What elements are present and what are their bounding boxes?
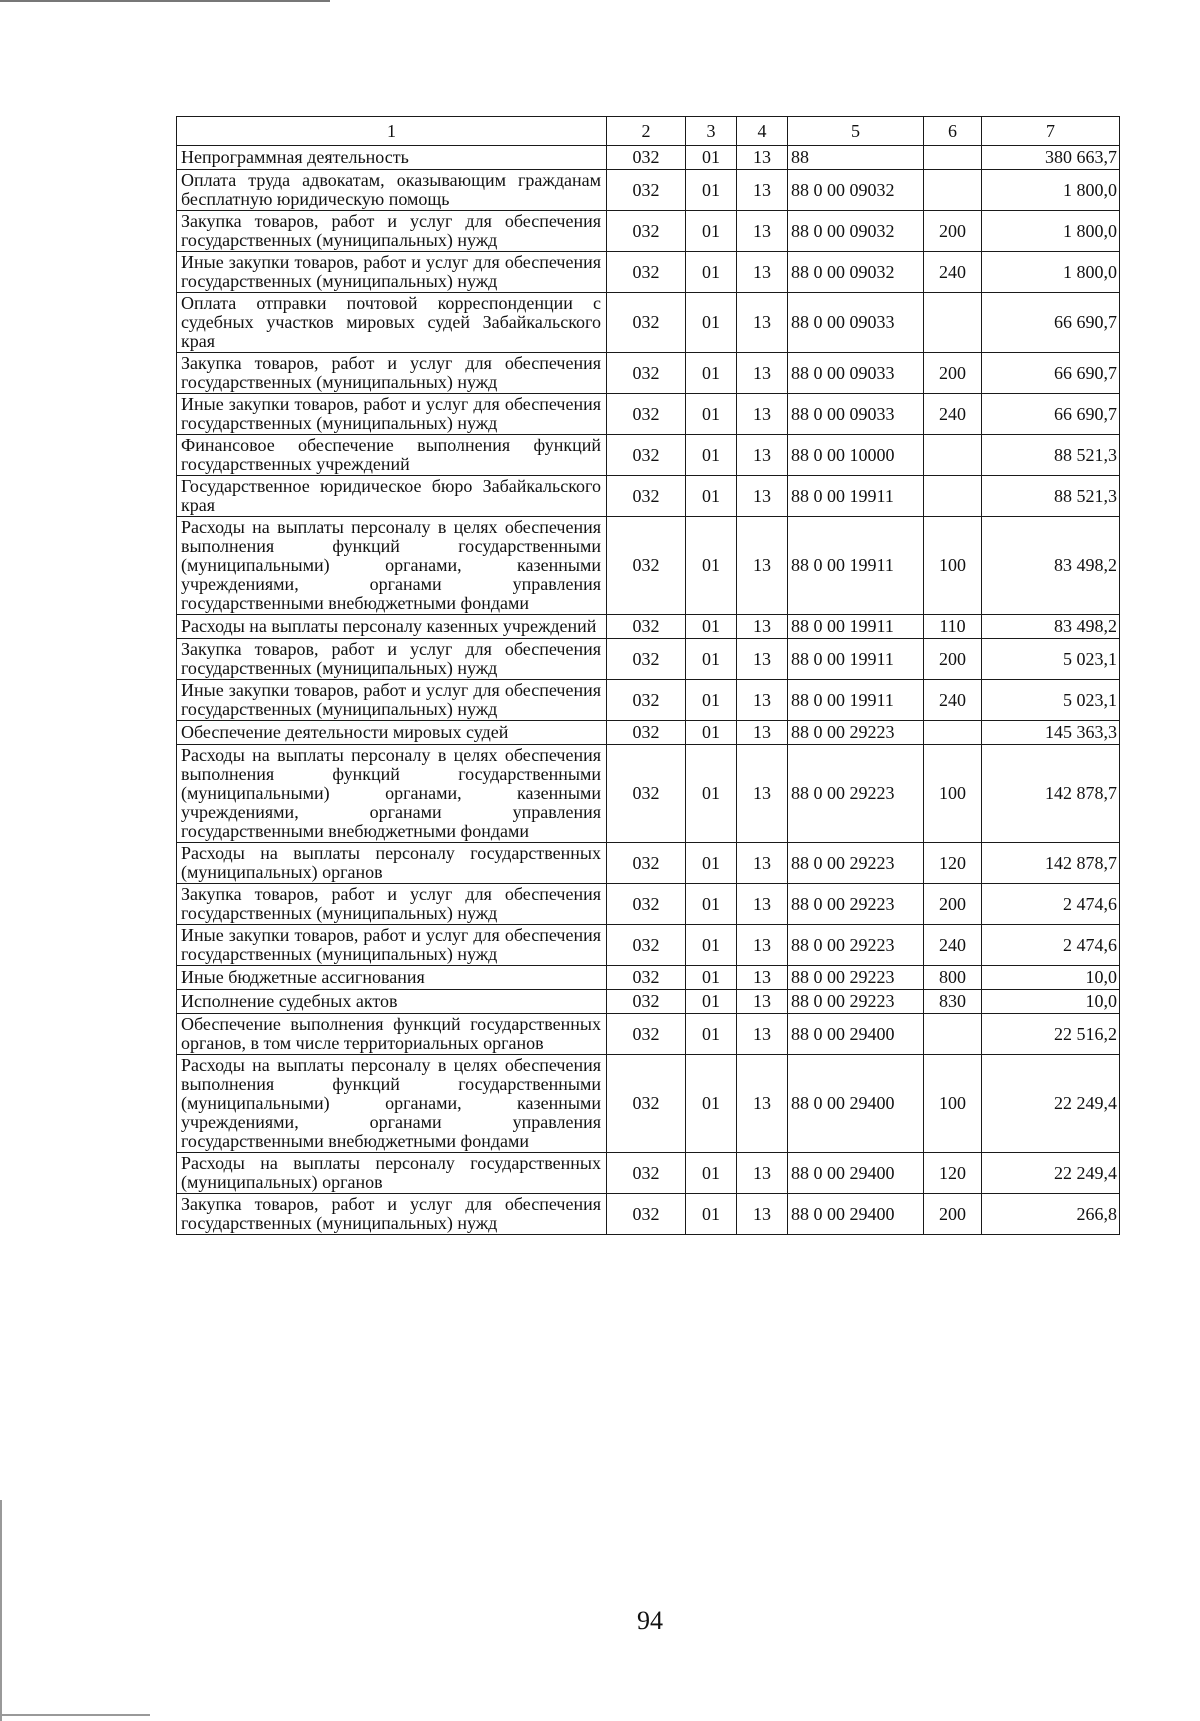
row-col2-cell: 032 (607, 394, 686, 435)
row-col4-cell: 13 (737, 353, 788, 394)
row-col3-cell: 01 (686, 435, 737, 476)
row-col3-cell: 01 (686, 170, 737, 211)
row-col7-cell: 66 690,7 (982, 353, 1120, 394)
row-col7-cell: 88 521,3 (982, 435, 1120, 476)
row-name-cell: Расходы на выплаты персоналу в целях обеспечения выполнения функций государственными (муниципальными) органами, казенными учреждениями, органами управления государственными внебюджетными фондами (177, 517, 607, 615)
row-col5-cell: 88 0 00 29223 (788, 721, 924, 745)
row-col7-cell: 66 690,7 (982, 394, 1120, 435)
row-col4-cell: 13 (737, 252, 788, 293)
row-col5-cell: 88 0 00 29223 (788, 966, 924, 990)
row-col6-cell (924, 170, 982, 211)
row-col6-cell: 100 (924, 745, 982, 843)
row-col4-cell: 13 (737, 170, 788, 211)
row-col6-cell: 800 (924, 966, 982, 990)
row-col3-cell: 01 (686, 1055, 737, 1153)
row-col6-cell: 120 (924, 843, 982, 884)
row-col6-cell: 110 (924, 615, 982, 639)
row-col4-cell: 13 (737, 639, 788, 680)
row-col2-cell: 032 (607, 884, 686, 925)
row-col6-cell (924, 476, 982, 517)
table-row (177, 745, 1120, 843)
table-body (177, 117, 1120, 1235)
row-name-cell: Непрограммная деятельность (177, 146, 607, 170)
row-col2-cell: 032 (607, 925, 686, 966)
table-row (177, 517, 1120, 615)
row-col2-cell: 032 (607, 353, 686, 394)
row-col7-cell: 1 800,0 (982, 170, 1120, 211)
row-col5-cell: 88 0 00 19911 (788, 517, 924, 615)
row-col2-cell: 032 (607, 1153, 686, 1194)
row-col3-cell: 01 (686, 1194, 737, 1235)
row-col6-cell: 200 (924, 211, 982, 252)
row-col6-cell: 120 (924, 1153, 982, 1194)
row-col7-cell: 66 690,7 (982, 293, 1120, 353)
row-col4-cell: 13 (737, 884, 788, 925)
row-col5-cell: 88 0 00 29223 (788, 843, 924, 884)
row-col7-cell: 10,0 (982, 990, 1120, 1014)
row-col6-cell: 100 (924, 517, 982, 615)
row-name-cell: Закупка товаров, работ и услуг для обеспечения государственных (муниципальных) нужд (177, 353, 607, 394)
row-col4-cell: 13 (737, 1194, 788, 1235)
row-col7-cell: 1 800,0 (982, 252, 1120, 293)
row-col7-cell: 145 363,3 (982, 721, 1120, 745)
row-col3-cell: 01 (686, 1014, 737, 1055)
row-col5-cell: 88 0 00 09032 (788, 252, 924, 293)
row-col5-cell: 88 0 00 19911 (788, 476, 924, 517)
table-row (177, 1014, 1120, 1055)
row-col2-cell: 032 (607, 252, 686, 293)
row-col3-cell: 01 (686, 353, 737, 394)
row-col5-cell: 88 0 00 29400 (788, 1014, 924, 1055)
row-col5-cell: 88 0 00 29400 (788, 1153, 924, 1194)
row-col7-cell: 22 249,4 (982, 1153, 1120, 1194)
row-col3-cell: 01 (686, 721, 737, 745)
page-number: 94 (637, 1606, 663, 1635)
table-row (177, 146, 1120, 170)
scan-edge-top (0, 0, 330, 2)
table-row (177, 1055, 1120, 1153)
row-name-cell: Расходы на выплаты персоналу в целях обеспечения выполнения функций государственными (муниципальными) органами, казенными учреждениями, органами управления государственными внебюджетными фондами (177, 745, 607, 843)
row-col7-cell: 22 516,2 (982, 1014, 1120, 1055)
row-col2-cell: 032 (607, 639, 686, 680)
table-row (177, 843, 1120, 884)
row-col6-cell (924, 1014, 982, 1055)
row-name-cell: Обеспечение выполнения функций государственных органов, в том числе территориальных органов (177, 1014, 607, 1055)
row-col3-cell: 01 (686, 615, 737, 639)
header-col-5: 5 (788, 117, 924, 146)
row-col2-cell: 032 (607, 615, 686, 639)
row-name-cell: Закупка товаров, работ и услуг для обеспечения государственных (муниципальных) нужд (177, 884, 607, 925)
row-col4-cell: 13 (737, 435, 788, 476)
row-name-cell: Иные закупки товаров, работ и услуг для обеспечения государственных (муниципальных) нужд (177, 680, 607, 721)
row-col2-cell: 032 (607, 476, 686, 517)
row-name-cell: Расходы на выплаты персоналу государственных (муниципальных) органов (177, 1153, 607, 1194)
row-name-cell: Закупка товаров, работ и услуг для обеспечения государственных (муниципальных) нужд (177, 211, 607, 252)
row-name-cell: Расходы на выплаты персоналу государственных (муниципальных) органов (177, 843, 607, 884)
row-col4-cell: 13 (737, 680, 788, 721)
row-col4-cell: 13 (737, 843, 788, 884)
header-col-7: 7 (982, 117, 1120, 146)
row-name-cell: Расходы на выплаты персоналу казенных учреждений (177, 615, 607, 639)
header-col-4: 4 (737, 117, 788, 146)
table-header-row (177, 117, 1120, 146)
row-col6-cell: 100 (924, 1055, 982, 1153)
row-col3-cell: 01 (686, 990, 737, 1014)
row-col4-cell: 13 (737, 925, 788, 966)
row-col7-cell: 5 023,1 (982, 639, 1120, 680)
table-row (177, 293, 1120, 353)
row-col2-cell: 032 (607, 293, 686, 353)
header-col-2: 2 (607, 117, 686, 146)
row-col6-cell: 240 (924, 680, 982, 721)
row-col7-cell: 83 498,2 (982, 517, 1120, 615)
row-col4-cell: 13 (737, 1014, 788, 1055)
row-col5-cell: 88 (788, 146, 924, 170)
row-col3-cell: 01 (686, 394, 737, 435)
row-col3-cell: 01 (686, 884, 737, 925)
table-row (177, 639, 1120, 680)
row-col2-cell: 032 (607, 435, 686, 476)
row-name-cell: Иные закупки товаров, работ и услуг для обеспечения государственных (муниципальных) нужд (177, 925, 607, 966)
row-col2-cell: 032 (607, 680, 686, 721)
row-col3-cell: 01 (686, 1153, 737, 1194)
table-row (177, 966, 1120, 990)
row-col4-cell: 13 (737, 966, 788, 990)
table-row (177, 721, 1120, 745)
table-row (177, 353, 1120, 394)
row-col6-cell (924, 435, 982, 476)
row-col3-cell: 01 (686, 252, 737, 293)
header-col-6: 6 (924, 117, 982, 146)
row-col3-cell: 01 (686, 476, 737, 517)
row-col5-cell: 88 0 00 19911 (788, 615, 924, 639)
row-col3-cell: 01 (686, 146, 737, 170)
table-row (177, 1153, 1120, 1194)
row-col7-cell: 142 878,7 (982, 843, 1120, 884)
table-row (177, 170, 1120, 211)
row-col3-cell: 01 (686, 843, 737, 884)
row-col3-cell: 01 (686, 680, 737, 721)
row-name-cell: Закупка товаров, работ и услуг для обеспечения государственных (муниципальных) нужд (177, 1194, 607, 1235)
row-col6-cell: 830 (924, 990, 982, 1014)
row-name-cell: Обеспечение деятельности мировых судей (177, 721, 607, 745)
row-col7-cell: 2 474,6 (982, 884, 1120, 925)
row-name-cell: Расходы на выплаты персоналу в целях обеспечения выполнения функций государственными (муниципальными) органами, казенными учреждениями, органами управления государственными внебюджетными фондами (177, 1055, 607, 1153)
row-col4-cell: 13 (737, 293, 788, 353)
row-col3-cell: 01 (686, 745, 737, 843)
row-col2-cell: 032 (607, 517, 686, 615)
row-col4-cell: 13 (737, 745, 788, 843)
row-name-cell: Иные бюджетные ассигнования (177, 966, 607, 990)
row-col5-cell: 88 0 00 29400 (788, 1055, 924, 1153)
table-row (177, 252, 1120, 293)
row-col7-cell: 266,8 (982, 1194, 1120, 1235)
row-col5-cell: 88 0 00 29223 (788, 990, 924, 1014)
row-col4-cell: 13 (737, 1055, 788, 1153)
row-col6-cell: 200 (924, 884, 982, 925)
row-col5-cell: 88 0 00 09032 (788, 211, 924, 252)
row-col7-cell: 10,0 (982, 966, 1120, 990)
row-col2-cell: 032 (607, 1014, 686, 1055)
row-col6-cell (924, 146, 982, 170)
row-col7-cell: 2 474,6 (982, 925, 1120, 966)
row-col3-cell: 01 (686, 517, 737, 615)
row-col3-cell: 01 (686, 966, 737, 990)
row-col7-cell: 22 249,4 (982, 1055, 1120, 1153)
table-row (177, 615, 1120, 639)
row-col4-cell: 13 (737, 721, 788, 745)
row-col2-cell: 032 (607, 170, 686, 211)
row-col6-cell: 200 (924, 639, 982, 680)
row-col3-cell: 01 (686, 639, 737, 680)
row-col7-cell: 1 800,0 (982, 211, 1120, 252)
table-row (177, 925, 1120, 966)
row-name-cell: Закупка товаров, работ и услуг для обеспечения государственных (муниципальных) нужд (177, 639, 607, 680)
row-col7-cell: 83 498,2 (982, 615, 1120, 639)
row-col2-cell: 032 (607, 843, 686, 884)
table-row (177, 476, 1120, 517)
table-row (177, 394, 1120, 435)
row-col5-cell: 88 0 00 09033 (788, 353, 924, 394)
row-col6-cell: 200 (924, 353, 982, 394)
row-col4-cell: 13 (737, 517, 788, 615)
row-name-cell: Оплата отправки почтовой корреспонденции с судебных участков мировых судей Забайкальского края (177, 293, 607, 353)
row-col6-cell (924, 721, 982, 745)
row-name-cell: Иные закупки товаров, работ и услуг для обеспечения государственных (муниципальных) нужд (177, 252, 607, 293)
row-col5-cell: 88 0 00 09032 (788, 170, 924, 211)
row-col4-cell: 13 (737, 146, 788, 170)
row-col6-cell: 240 (924, 925, 982, 966)
row-name-cell: Иные закупки товаров, работ и услуг для обеспечения государственных (муниципальных) нужд (177, 394, 607, 435)
table-row (177, 211, 1120, 252)
row-col2-cell: 032 (607, 211, 686, 252)
row-col6-cell: 200 (924, 1194, 982, 1235)
row-col5-cell: 88 0 00 19911 (788, 639, 924, 680)
row-col2-cell: 032 (607, 1194, 686, 1235)
row-col2-cell: 032 (607, 745, 686, 843)
header-col-3: 3 (686, 117, 737, 146)
row-col4-cell: 13 (737, 1153, 788, 1194)
row-name-cell: Государственное юридическое бюро Забайкальского края (177, 476, 607, 517)
table-row (177, 680, 1120, 721)
row-col5-cell: 88 0 00 29223 (788, 884, 924, 925)
table-row (177, 1194, 1120, 1235)
header-col-1: 1 (177, 117, 607, 146)
row-col2-cell: 032 (607, 146, 686, 170)
table-row (177, 435, 1120, 476)
row-col7-cell: 5 023,1 (982, 680, 1120, 721)
row-name-cell: Финансовое обеспечение выполнения функций государственных учреждений (177, 435, 607, 476)
row-name-cell: Оплата труда адвокатам, оказывающим гражданам бесплатную юридическую помощь (177, 170, 607, 211)
row-col3-cell: 01 (686, 293, 737, 353)
table-row (177, 990, 1120, 1014)
row-col5-cell: 88 0 00 29400 (788, 1194, 924, 1235)
row-col6-cell (924, 293, 982, 353)
row-col5-cell: 88 0 00 29223 (788, 745, 924, 843)
row-col5-cell: 88 0 00 10000 (788, 435, 924, 476)
row-col6-cell: 240 (924, 394, 982, 435)
scan-edge-bottom (0, 1714, 150, 1716)
row-col5-cell: 88 0 00 09033 (788, 394, 924, 435)
budget-table (176, 116, 1120, 1235)
row-col4-cell: 13 (737, 476, 788, 517)
row-col2-cell: 032 (607, 966, 686, 990)
row-col2-cell: 032 (607, 990, 686, 1014)
row-name-cell: Исполнение судебных актов (177, 990, 607, 1014)
row-col3-cell: 01 (686, 925, 737, 966)
row-col7-cell: 142 878,7 (982, 745, 1120, 843)
table-row (177, 884, 1120, 925)
row-col7-cell: 88 521,3 (982, 476, 1120, 517)
row-col5-cell: 88 0 00 09033 (788, 293, 924, 353)
row-col7-cell: 380 663,7 (982, 146, 1120, 170)
row-col4-cell: 13 (737, 615, 788, 639)
row-col6-cell: 240 (924, 252, 982, 293)
row-col2-cell: 032 (607, 721, 686, 745)
row-col4-cell: 13 (737, 990, 788, 1014)
row-col2-cell: 032 (607, 1055, 686, 1153)
row-col5-cell: 88 0 00 29223 (788, 925, 924, 966)
row-col5-cell: 88 0 00 19911 (788, 680, 924, 721)
row-col4-cell: 13 (737, 394, 788, 435)
row-col3-cell: 01 (686, 211, 737, 252)
row-col4-cell: 13 (737, 211, 788, 252)
